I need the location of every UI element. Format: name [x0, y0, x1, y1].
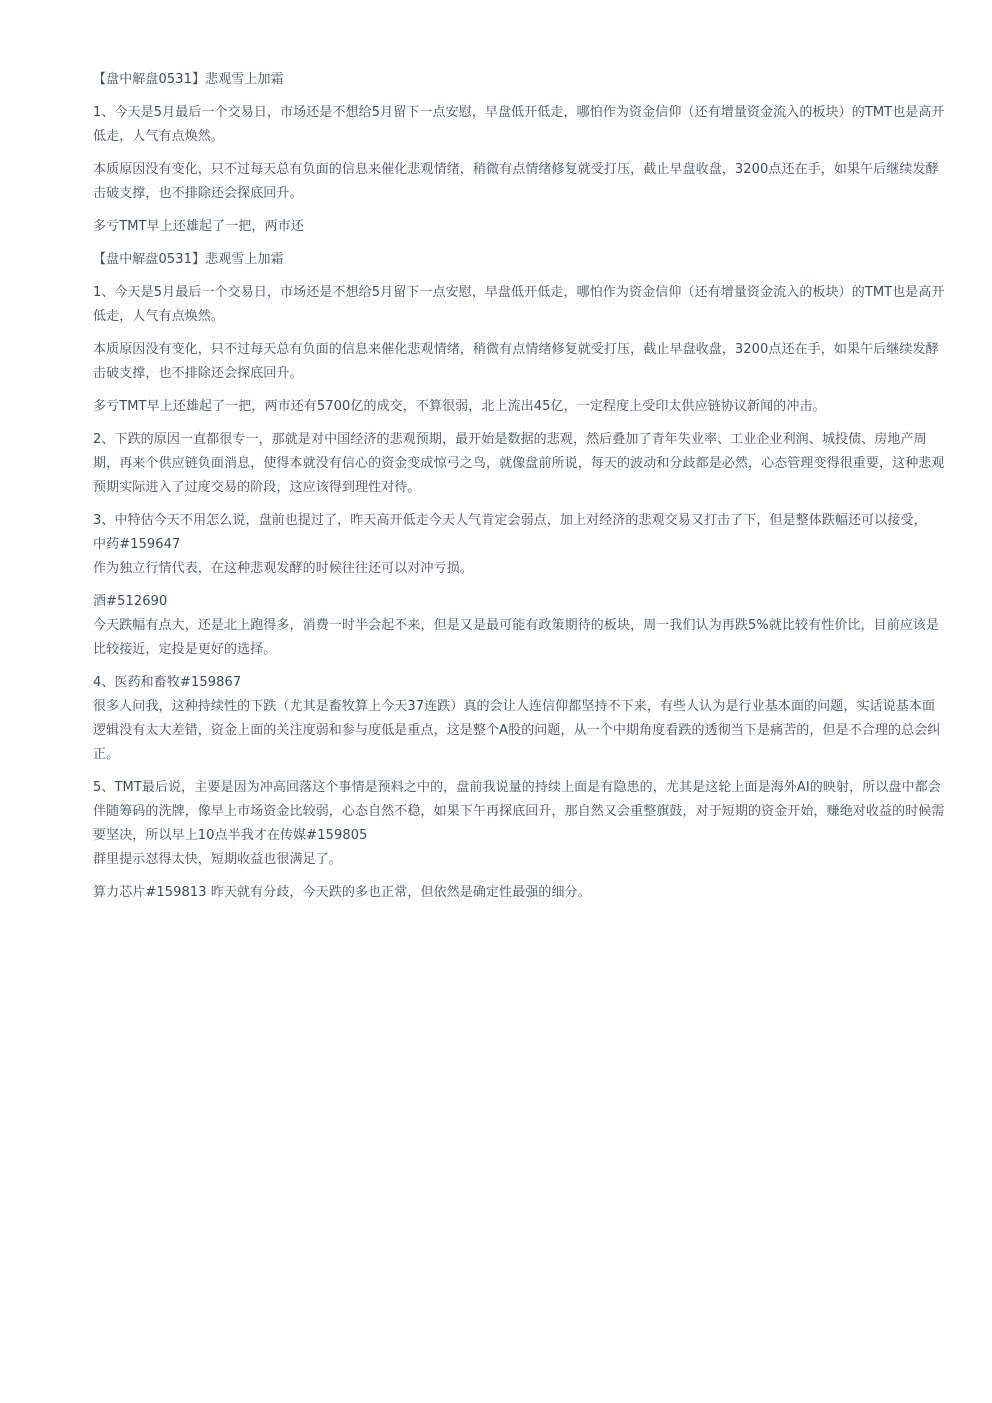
- paragraph-8: [93, 509, 945, 581]
- paragraph-1: 1、今天是5月最后一个交易日，市场还是不想给5月留下一点安慰，早盘低开低走，哪怕作为资金信仰（还有增量资金流入的板块）的TMT也是高开低走，人气有点焕然。: [93, 105, 945, 144]
- paragraph-9-line-2: 今天跌幅有点大，还是北上跑得多，消费一时半会起不来，但是又是最可能有政策期待的板块，周一我们认为再跌5%就比较有性价比，目前应该是比较接近，定投是更好的选择。: [93, 618, 940, 657]
- paragraph-5: 本质原因没有变化，只不过每天总有负面的信息来催化悲观情绪，稍微有点情绪修复就受打压，截止早盘收盘，3200点还在手，如果午后继续发酵击破支撑，也不排除还会探底回升。: [93, 342, 939, 381]
- paragraph-6: 多亏TMT早上还雄起了一把，两市还有5700亿的成交，不算很弱，北上流出45亿，一定程度上受印太供应链协议新闻的冲击。: [93, 399, 826, 414]
- paragraph-9: [93, 590, 945, 662]
- paragraph-9-line-1: 酒#512690: [93, 594, 168, 609]
- paragraph-2: 本质原因没有变化，只不过每天总有负面的信息来催化悲观情绪，稍微有点情绪修复就受打压，截止早盘收盘，3200点还在手，如果午后继续发酵击破支撑，也不排除还会探底回升。: [93, 162, 939, 201]
- article-title: 【盘中解盘0531】悲观雪上加霜: [93, 72, 284, 87]
- paragraph-10-line-2: 很多人问我，这种持续性的下跌（尤其是畜牧算上今天37连跌）真的会让人连信仰都坚持不下来，有些人认为是行业基本面的问题，实话说基本面逻辑没有太大差错，资金上面的关注度弱和参与度低是重点，这是整个A股的问题，从一个中期角度看跌的透彻当下是痛苦的，但是不合理的总会纠正。: [93, 699, 941, 762]
- paragraph-10: [93, 671, 945, 767]
- paragraph-8-line-3: 作为独立行情代表，在这种悲观发酵的时候往往还可以对冲亏损。: [93, 561, 473, 576]
- paragraph-7: 2、下跌的原因一直都很专一，那就是对中国经济的悲观预期，最开始是数据的悲观，然后叠加了青年失业率、工业企业利润、城投债、房地产周期，再来个供应链负面消息，使得本就没有信心的资金变成惊弓之鸟，就像盘前所说，每天的波动和分歧都是必然，心态管理变得很重要，这种悲观预期实际进入了过度交易的阶段，这应该得到理性对待。: [93, 432, 945, 495]
- paragraph-11-line-1: 5、TMT最后说，主要是因为冲高回落这个事情是预料之中的，盘前我说量的持续上面是有隐患的，尤其是这轮上面是海外AI的映射，所以盘中都会伴随筹码的洗牌，像早上市场资金比较弱，心态自然不稳，如果下午再探底回升，那自然又会重整旗鼓，对于短期的资金开始，赚绝对收益的时候需要坚决，所以早上10点半我才在传媒#159805: [93, 780, 945, 843]
- paragraph-10-line-1: 4、医药和畜牧#159867: [93, 675, 242, 690]
- article-title-repeat: 【盘中解盘0531】悲观雪上加霜: [93, 252, 284, 267]
- paragraph-11: [93, 776, 945, 872]
- paragraph-8-line-1: 3、中特估今天不用怎么说，盘前也提过了，昨天高开低走今天人气肯定会弱点，加上对经济的悲观交易又打击了下，但是整体跌幅还可以接受，: [93, 513, 927, 528]
- paragraph-8-line-2: 中药#159647: [93, 537, 181, 552]
- paragraph-4: 1、今天是5月最后一个交易日，市场还是不想给5月留下一点安慰，早盘低开低走，哪怕作为资金信仰（还有增量资金流入的板块）的TMT也是高开低走，人气有点焕然。: [93, 285, 945, 324]
- paragraph-11-line-2: 群里提示怼得太快，短期收益也很满足了。: [93, 852, 342, 867]
- paragraph-3: 多亏TMT早上还雄起了一把，两市还: [93, 219, 304, 234]
- article-body: [93, 68, 945, 914]
- paragraph-12: 算力芯片#159813 昨天就有分歧，今天跌的多也正常，但依然是确定性最强的细分。: [93, 885, 591, 900]
